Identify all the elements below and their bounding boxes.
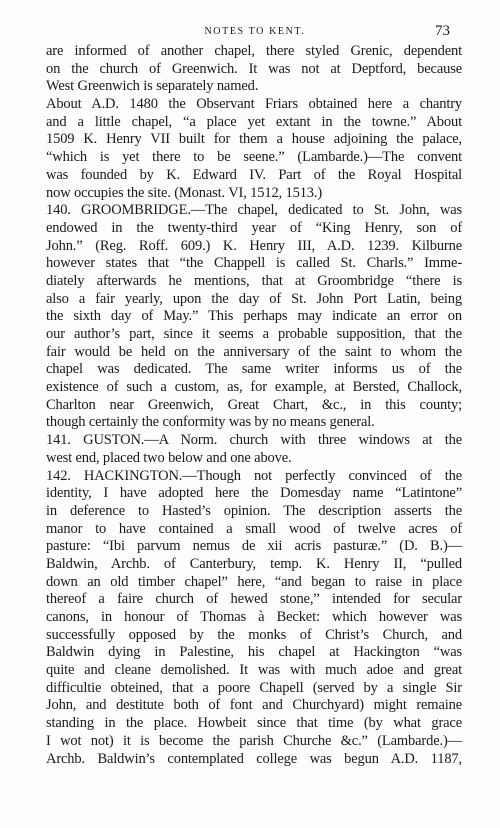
text-line: fair would be held on the anniversary of the saint to whom the	[46, 343, 462, 360]
running-title: NOTES TO KENT.	[204, 26, 306, 37]
page-number: 73	[435, 23, 450, 39]
text-line: chapel was dedicated. The same writer informs us of the	[46, 361, 462, 378]
text-line: identity, I have adopted here the Domesday name “Latintone”	[46, 485, 462, 502]
text-line: John, and destitute both of font and Churchyard) might remaine	[46, 697, 462, 714]
text-line: our author’s part, since it seems a probable supposition, that the	[46, 326, 462, 342]
text-line: John.” (Reg. Roff. 609.) K. Henry III, A.D. 1239. Kilburne	[46, 237, 462, 254]
text-line: successfully opposed by the monks of Christ’s Church, and	[46, 626, 462, 643]
text-line: standing in the place. Howbeit since that time (by what grace	[46, 715, 462, 732]
text-line: though certainly the conformity was by no means general.	[46, 414, 375, 431]
text-line: down an old timber chapel” here, “and began to raise in place	[46, 573, 462, 590]
text-line: pasture: “Ibi parvum nemus de xii acris pasturæ.” (D. B.)—	[46, 538, 462, 555]
text-line: west end, placed two below and one above.	[46, 449, 292, 466]
text-line: and a little chapel, “a place yet extant in the towne.” About	[46, 113, 462, 130]
text-line: however states that “the Chappell is called St. Charls.” Imme-	[46, 255, 462, 272]
text-line: quite and cleane demolished. It was with much adoe and great	[46, 662, 462, 679]
text-line: are informed of another chapel, there styled Grenic, dependent	[46, 43, 462, 59]
running-head	[60, 23, 450, 42]
text-line: now occupies the site. (Monast. VI, 1512, 1513.)	[46, 184, 323, 201]
text-line: I wot not) it is become the parish Churche &c.” (Lambarde.)—	[46, 732, 462, 749]
text-line: manor to have contained a small wood of twelve acres of	[46, 520, 462, 537]
text-line: endowed in the twenty-third year of “King Henry, son of	[46, 219, 462, 236]
text-line: diately afterwards he mentions, that at Groombridge “there is	[46, 272, 462, 289]
text-line: Baldwin dying in Palestine, his chapel at Hackington “was	[46, 644, 462, 661]
text-line: in deference to Hasted’s opinion. The description asserts the	[46, 502, 462, 519]
text-line: was founded by K. Edward IV. Part of the Royal Hospital	[46, 166, 462, 183]
text-line: existence of such a custom, as, for example, at Bersted, Challock,	[46, 379, 462, 396]
text-line: West Greenwich is separately named.	[46, 78, 259, 95]
text-line: 1509 K. Henry VII built for them a house adjoining the palace,	[46, 131, 462, 148]
text-line: the sixth day of May.” This perhaps may indicate an error on	[46, 308, 462, 325]
text-line: difficultie obteined, that a poore Chapell (served by a single Sir	[46, 679, 462, 696]
text-line: 142. HACKINGTON.—Though not perfectly convinced of the	[46, 467, 462, 484]
text-line: on the church of Greenwich. It was not at Deptford, because	[46, 60, 462, 77]
text-line: thereof a faire church of hewed stone,” intended for secular	[46, 591, 462, 608]
text-line: also a fair yearly, upon the day of St. John Port Latin, being	[46, 290, 462, 307]
text-line: Archb. Baldwin’s contemplated college was begun A.D. 1187,	[46, 750, 462, 767]
text-line: 140. GROOMBRIDGE.—The chapel, dedicated to St. John, was	[46, 202, 462, 219]
body-text	[46, 43, 462, 768]
text-line: 141. GUSTON.—A Norm. church with three windows at the	[46, 432, 462, 449]
text-line: Baldwin, Archb. of Canterbury, temp. K. Henry II, “pulled	[46, 555, 462, 572]
text-line: About A.D. 1480 the Observant Friars obtained here a chantry	[46, 96, 462, 113]
text-line: “which is yet there to be seene.” (Lambarde.)—The convent	[46, 149, 462, 166]
text-line: Charlton near Greenwich, Great Chart, &c., in this county;	[46, 396, 462, 413]
text-line: canons, in honour of Thomas à Becket: which however was	[46, 609, 462, 625]
